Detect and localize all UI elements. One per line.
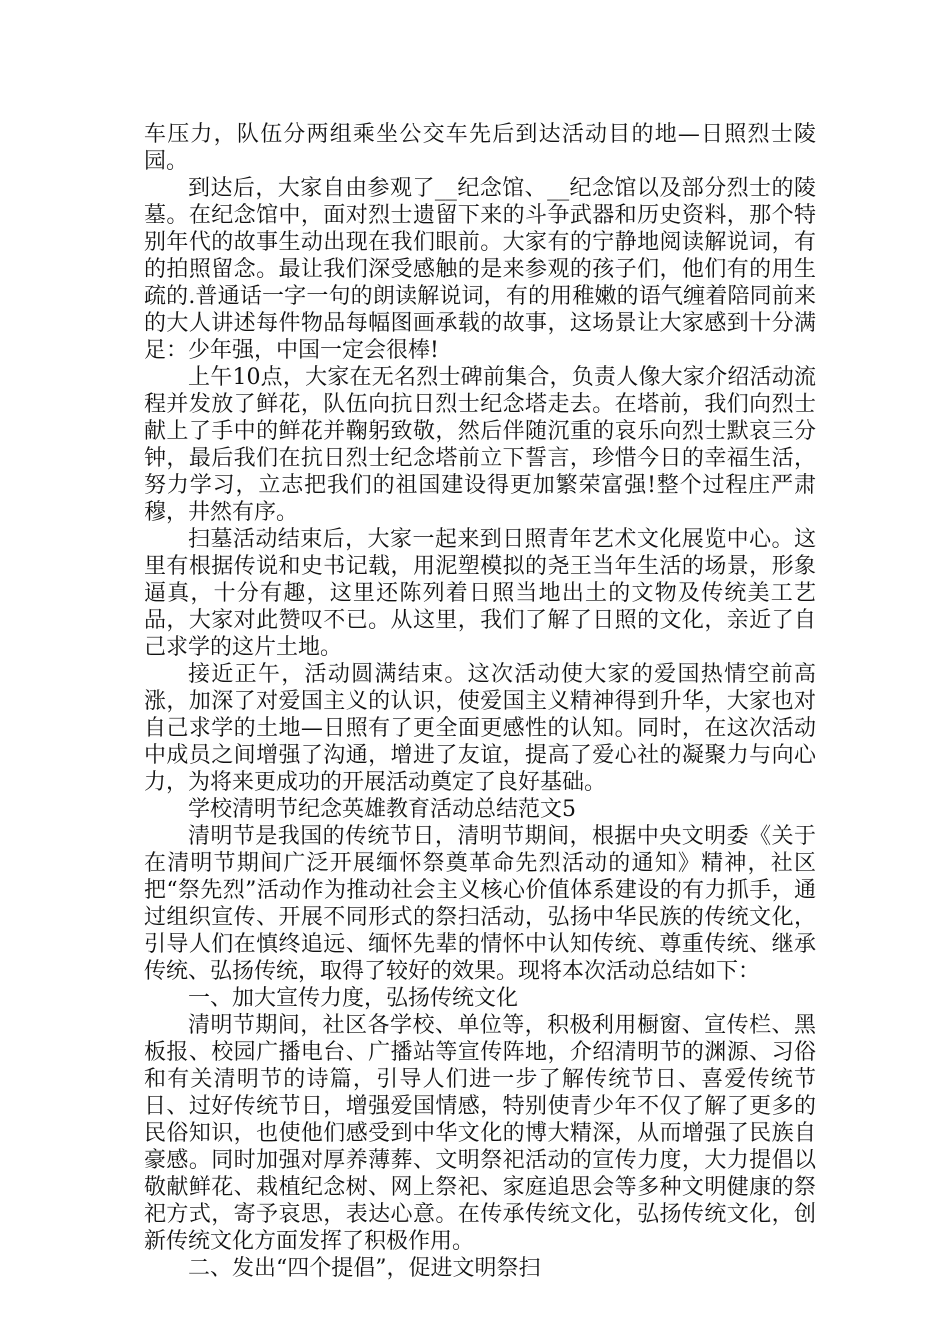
paragraph-publicity: 清明节期间，社区各学校、单位等，积极利用橱窗、宣传栏、黑板报、校园广播电台、广播站等宣传阵地，介绍清明节的渊源、习俗和有关清明节的诗篇，引导人们进一步了解传统节日、喜爱传统节日、过好传统节日，增强爱国情感，特别使青少年不仅了解了更多的民俗知识，也使他们感受到中华文化的博大精深，从而增强了民族自豪感。同时加强对厚养薄葬、文明祭祀活动的宣传力度，大力提倡以敬献鲜花、栽植纪念树、网上祭祀、家庭追思会等多种文明健康的祭祀方式，寄予哀思，表达心意。在传承传统文化，弘扬传统文化，创新传统文化方面发挥了积极作用。 (144, 1013, 816, 1254)
paragraph-memorial-visit: 到达后，大家自由参观了__纪念馆、__纪念馆以及部分烈士的陵墓。在纪念馆中，面对烈士遗留下来的斗争武器和历史资料，那个特别年代的故事生动出现在我们眼前。大家有的宁静地阅读解说词，有的拍照留念。最让我们深受感触的是来参观的孩子们，他们有的用生疏的.普通话一字一句的朗读解说词，有的用稚嫩的语气缠着陪同前来的大人讲述每件物品每幅图画承载的故事，这场景让大家感到十分满足：少年强，中国一定会很棒! (144, 176, 816, 363)
section-title: 学校清明节纪念英雄教育活动总结范文5 (188, 797, 576, 822)
paragraph-conclusion: 接近正午，活动圆满结束。这次活动使大家的爱国热情空前高涨，加深了对爱国主义的认识，使爱国主义精神得到升华，大家也对自己求学的土地—日照有了更全面更感性的认知。同时，在这次活动中成员之间增强了沟通，增进了友谊，提高了爱心社的凝聚力与向心力，为将来更成功的开展活动奠定了良好基础。 (144, 662, 816, 795)
paragraph-continuation: 车压力，队伍分两组乘坐公交车先后到达活动目的地—日照烈士陵园。 (144, 122, 816, 174)
document-page (144, 121, 816, 1282)
paragraph-intro: 清明节是我国的传统节日，清明节期间，根据中央文明委《关于在清明节期间广泛开展缅怀祭奠革命先烈活动的通知》精神，社区把“祭先烈”活动作为推动社会主义核心价值体系建设的有力抓手，通过组织宣传、开展不同形式的祭扫活动，弘扬中华民族的传统文化，引导人们在慎终追远、缅怀先辈的情怀中认知传统、尊重传统、继承传统、弘扬传统，取得了较好的效果。现将本次活动总结如下： (144, 824, 816, 984)
paragraph-ceremony: 上午10点，大家在无名烈士碑前集合，负责人像大家介绍活动流程并发放了鲜花，队伍向抗日烈士纪念塔走去。在塔前，我们向烈士献上了手中的鲜花并鞠躬致敬，然后伴随沉重的哀乐向烈士默哀三分钟，最后我们在抗日烈士纪念塔前立下誓言，珍惜今日的幸福生活，努力学习，立志把我们的祖国建设得更加繁荣富强!整个过程庄严肃穆，井然有序。 (144, 365, 816, 525)
paragraph-exhibition: 扫墓活动结束后，大家一起来到日照青年艺术文化展览中心。这里有根据传说和史书记载，用泥塑模拟的尧王当年生活的场景，形象逼真，十分有趣，这里还陈列着日照当地出土的文物及传统美工艺品，大家对此赞叹不已。从这里，我们了解了日照的文化，亲近了自己求学的这片土地。 (144, 527, 816, 660)
heading-two: 二、发出“四个提倡”，促进文明祭扫 (188, 1256, 541, 1281)
heading-one: 一、加大宣传力度，弘扬传统文化 (188, 986, 519, 1011)
